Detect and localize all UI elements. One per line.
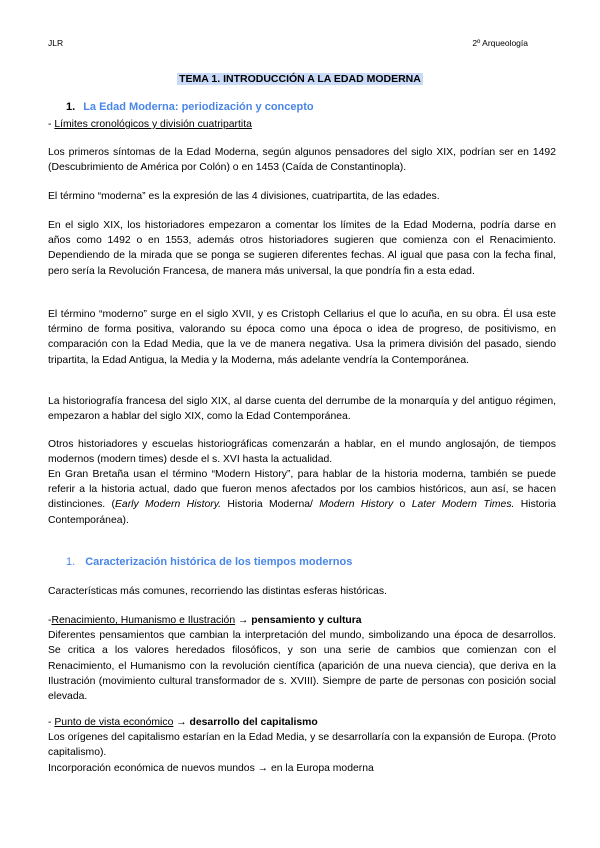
economico-block (48, 715, 556, 776)
economico-label: Punto de vista económico (54, 717, 174, 728)
economico-text2: Incorporación económica de nuevos mundos → en la Europa moderna (48, 762, 374, 774)
section2-title: Caracterización histórica de los tiempos modernos (85, 556, 353, 568)
renacimiento-label: Renacimiento, Humanismo e Ilustración (51, 615, 236, 626)
economico-arrow: → (173, 717, 190, 728)
section2-number: 1. (66, 556, 76, 568)
section2-heading (66, 556, 352, 568)
section2-intro: Características más comunes, recorriendo las distintas esferas históricas. (48, 586, 387, 597)
p7-mid1: Historia Moderna/ (221, 499, 313, 511)
page-title-text: TEMA 1. INTRODUCCIÓN A LA EDAD MODERNA (179, 73, 421, 85)
p7-em3: Later Modern Times. (411, 499, 515, 511)
section1-title: La Edad Moderna: periodización y concepto (83, 101, 314, 113)
header-left: JLR (48, 38, 64, 48)
renacimiento-dash: - (48, 615, 52, 626)
renacimiento-heading (48, 613, 556, 628)
p7-em2: Modern History (312, 499, 394, 511)
header-right: 2º Arqueología (472, 38, 528, 48)
renacimiento-text: Diferentes pensamientos que cambian la interpretación del mundo, simbolizando una época de desarrollos. Se critica a los valores heredados filosóficos, y son una serie de cambios que comienzan con el Renacimiento, el Humanismo con la revolución científica (aparición de una nueva ciencia), que deriva en la Ilustración (movimiento cultural transformador de s. XVIII). Siempre de parte de personas con posición social elevada. (48, 630, 556, 703)
renacimiento-block (48, 613, 556, 704)
p7-start: En Gran Bretaña usan el término “Modern History”, para hablar de la historia moderna, también se puede referir a la historia actual, dado que fueron menos afectados por los cambios históricos, aun así, se hacen distinciones. ( (48, 469, 556, 511)
economico-heading (48, 715, 556, 730)
p7-end: Historia Contemporánea). (48, 499, 556, 526)
renacimiento-arrow: → (235, 615, 252, 626)
paragraph-3: En el siglo XIX, los historiadores empezaron a comentar los límites de la Edad Moderna, podría darse en años como 1492 o en 1553, además otros historiadores sugieren que comienza con el Renacimiento. Dependiendo de la mirada que se ponga se sugieren diferentes fechas. Al igual que pasa con la fecha final, pero sería la Revolución Francesa, de manera más universal, la que pondría fin a esta edad. (48, 220, 556, 277)
page-title (0, 73, 600, 85)
p7-em1: Early Modern History. (115, 499, 222, 511)
paragraph-2: El término “moderna” es la expresión de las 4 divisiones, cuatripartita, de las edades. (48, 191, 440, 202)
economico-dash: - (48, 717, 55, 728)
renacimiento-bold: pensamiento y cultura (251, 615, 362, 626)
economico-text1: Los orígenes del capitalismo estarían en la Edad Media, y se desarrollaría con la expansión de Europa. (Proto capitalismo). (48, 732, 556, 759)
subsection1-title: Límites cronológicos y división cuatripartita (54, 119, 252, 130)
paragraph-1: Los primeros síntomas de la Edad Moderna, según algunos pensadores del siglo XIX, podrían ser en 1492 (Descubrimiento de América por Colón) o en 1453 (Caída de Constantinopla). (48, 147, 556, 174)
subsection1 (48, 117, 556, 132)
section1-number: 1. (66, 101, 76, 113)
section1-heading (66, 101, 314, 113)
subsection1-dash: - (48, 119, 55, 130)
p7-mid2: o (393, 499, 412, 511)
economico-bold: desarrollo del capitalismo (189, 717, 318, 728)
paragraph-5: La historiografía francesa del siglo XIX, al darse cuenta del derrumbe de la monarquía y del antiguo régimen, empezaron a hablar del siglo XIX, como la Edad Contemporánea. (48, 396, 556, 423)
paragraph-7 (48, 467, 556, 528)
paragraph-6: Otros historiadores y escuelas historiográficas comenzarán a hablar, en el mundo anglosajón, de tiempos modernos (modern times) desde el s. XVI hasta la actualidad. (48, 439, 556, 466)
paragraph-4: El término “moderno” surge en el siglo XVII, y es Cristoph Cellarius el que lo acuña, en su obra. Él usa este término de forma positiva, valorando su época como una época o idea de progreso, de positivismo, en comparación con la Edad Media, que la ve de manera negativa. Usa la primera división del pasado, siendo tripartita, la Edad Antigua, la Media y la Moderna, más adelante vendría la Contemporánea. (48, 309, 556, 366)
